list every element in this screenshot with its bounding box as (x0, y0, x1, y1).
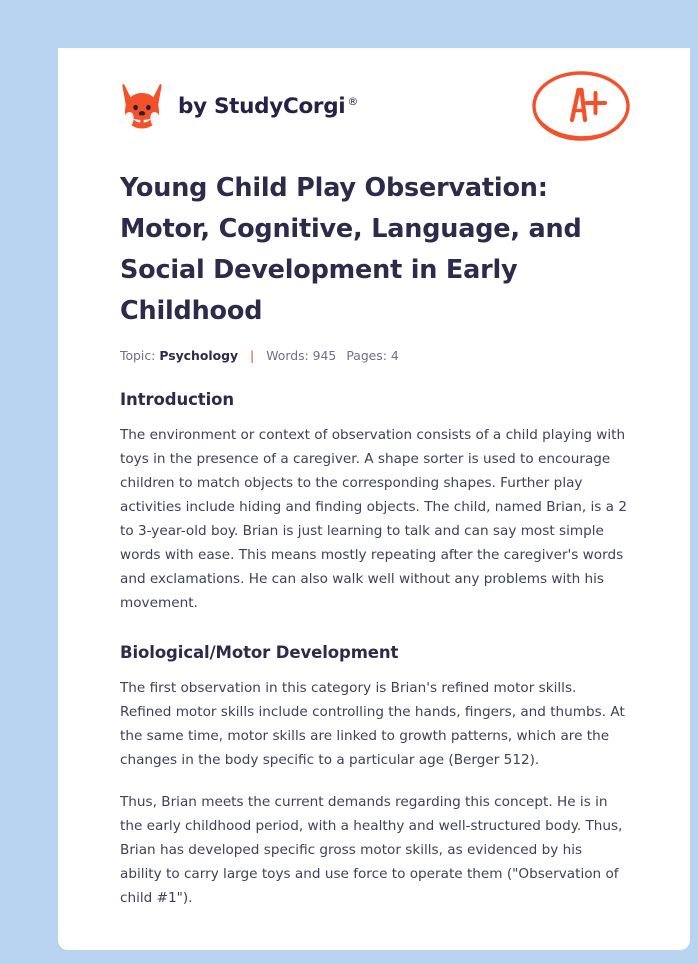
meta-page-count: Pages: 4 (346, 348, 399, 363)
a-plus-grade-badge-icon (528, 65, 634, 149)
section-heading-biological-motor-development: Biological/Motor Development (120, 643, 399, 663)
meta-separator: | (250, 348, 255, 363)
document-header (120, 48, 628, 152)
corgi-head-icon (120, 82, 164, 132)
brand-name (178, 96, 358, 118)
section-heading-introduction: Introduction (120, 390, 235, 410)
document-meta (120, 350, 628, 362)
registered-trademark-icon: ® (347, 95, 359, 109)
brand-name-text: by StudyCorgi (178, 94, 346, 120)
meta-word-count: Words: 945 (266, 348, 337, 363)
paragraph: The first observation in this category is Brian's refined motor skills. Refined motor skills include controlling the hands, fingers, and thumbs. At the same time, motor skills are linked to growth patterns, which are the changes in the body specific to a particular age (Berger 512). (120, 680, 625, 769)
paragraph: The environment or context of observation consists of a child playing with toys in the presence of a caregiver. A shape sorter is used to encourage children to match objects to the corresponding shapes. Further play activities include hiding and finding objects. The child, named Brian, is a 2 to 3-year-old boy. Brian is just learning to talk and can say most simple words with ease. This means mostly repeating after the caregiver's words and exclamations. He can also walk well without any problems with his movement. (120, 427, 627, 612)
brand-lockup[interactable] (120, 82, 358, 132)
page-title: Young Child Play Observation: Motor, Cognitive, Language, and Social Development in Early Childhood (120, 173, 582, 326)
document-page (58, 48, 690, 950)
meta-topic-label: Topic: (120, 348, 156, 363)
paragraph: Thus, Brian meets the current demands regarding this concept. He is in the early childhood period, with a healthy and well-structured body. Thus, Brian has developed specific gross motor skills, as evidenced by his ability to carry large toys and use force to operate them ("Observation of child #1"). (120, 794, 623, 907)
meta-topic-link[interactable]: Psychology (159, 348, 239, 363)
